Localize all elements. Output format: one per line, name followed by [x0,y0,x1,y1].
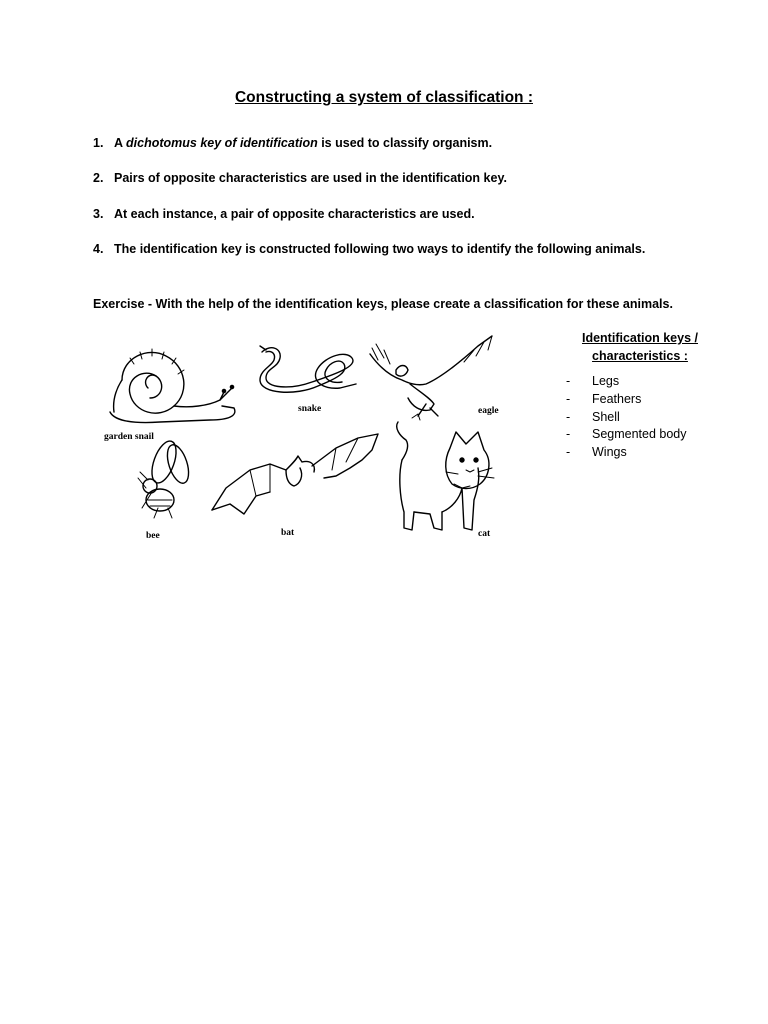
key-label: Segmented body [592,427,687,442]
document-title: Constructing a system of classification : [234,89,533,106]
list-item-number: 3. [93,206,104,221]
list-item [93,242,713,277]
bullet-dash: - [566,409,571,424]
bat-drawing [212,434,378,514]
list-item [93,207,713,242]
bullet-dash: - [566,445,571,460]
list-item [93,136,713,171]
key-label: Shell [592,409,620,424]
exercise-instruction: Exercise - With the help of the identification keys, please create a classification for these animals. [93,297,673,311]
list-item-text: At each instance, a pair of opposite characteristics are used. [114,206,475,221]
snake-drawing [260,346,356,392]
animal-label-snake: snake [298,404,322,414]
bullet-dash: - [566,427,571,442]
list-item-number: 4. [93,241,104,256]
key-label: Wings [592,445,627,460]
bee-drawing [138,438,193,518]
key-label: Feathers [592,391,642,406]
list-item [93,171,713,206]
key-label: Legs [592,374,620,388]
animal-label-garden-snail: garden snail [104,432,154,442]
identification-keys-heading: Identification keys / characteristics : [581,331,698,363]
emphasis-term: dichotomus key of identification [126,136,318,150]
animal-label-bee: bee [146,531,160,541]
list-item-text: Pairs of opposite characteristics are used in the identification key. [114,171,507,186]
animal-label-cat: cat [478,529,491,539]
animal-illustrations [100,328,520,548]
cat-drawing [397,422,494,530]
snail-drawing [110,349,235,423]
eagle-drawing [370,336,492,420]
numbered-list [93,136,713,277]
list-item-number: 1. [93,136,104,150]
animal-label-eagle: eagle [478,406,499,416]
list-item-number: 2. [93,171,104,186]
list-item-text: The identification key is constructed following two ways to identify the following animals. [114,241,646,256]
list-item-text: A dichotomus key of identification is used to classify organism. [114,136,493,150]
bullet-dash: - [566,374,571,388]
bullet-dash: - [566,391,571,406]
animal-label-bat: bat [281,528,295,538]
